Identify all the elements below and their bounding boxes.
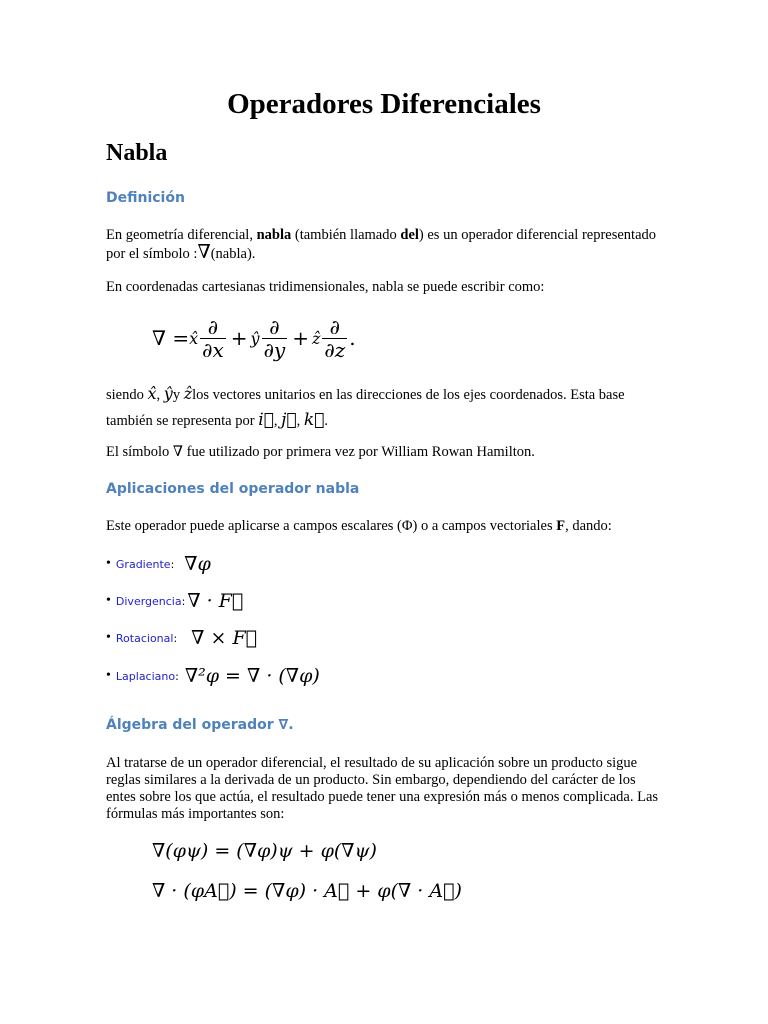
subheading-definicion: Definición — [106, 190, 185, 206]
product-rule-formula: ∇(φψ) = (∇φ)ψ + φ(∇ψ) — [152, 840, 377, 862]
plus-sign: + — [230, 326, 248, 350]
list-item-rotacional — [106, 624, 257, 652]
document-title: Operadores Diferenciales — [227, 88, 541, 120]
bullet-dot: • — [106, 630, 111, 645]
text-fragment: (también llamado — [291, 227, 401, 243]
partial-fraction-x — [200, 316, 226, 361]
bold-term-del: del — [400, 227, 419, 243]
bullet-colon: : — [175, 669, 179, 683]
unit-vector-y: ŷ — [250, 328, 260, 348]
fraction-numerator: ∂ — [322, 316, 347, 339]
nabla-cartesian-formula — [152, 310, 356, 366]
nabla-symbol: ∇ — [197, 241, 211, 263]
paragraph-cartesian: En coordenadas cartesianas tridimensionales, nabla se puede escribir como: — [106, 279, 545, 295]
text-fragment: , — [296, 413, 304, 429]
curl-formula: ∇ × F⃗ — [191, 627, 258, 649]
text-fragment: Este operador puede aplicarse a campos escalares (Φ) o a campos vectoriales — [106, 518, 557, 534]
bullet-colon: : — [173, 631, 178, 645]
bullet-label[interactable]: Divergencia — [115, 594, 182, 608]
divergence-formula: ∇ · F⃗ — [187, 590, 244, 612]
subheading-aplicaciones: Aplicaciones del operador nabla — [106, 481, 360, 497]
bullet-dot: • — [106, 668, 111, 683]
partial-fraction-z — [322, 316, 347, 361]
text-fragment: En geometría diferencial, — [106, 227, 257, 243]
bold-term-f: F — [556, 518, 566, 534]
unit-vector-x: x̂ — [147, 384, 157, 403]
paragraph-aplicaciones-intro — [106, 518, 666, 535]
fraction-denominator: ∂y — [263, 337, 286, 362]
bullet-colon: : — [170, 557, 175, 571]
list-item-gradiente — [106, 550, 211, 578]
bullet-colon: : — [181, 594, 186, 608]
formula-lhs: ∇ = — [152, 326, 190, 350]
gradient-formula: ∇φ — [184, 553, 211, 575]
paragraph-definition — [106, 227, 666, 263]
plus-sign: + — [292, 326, 309, 350]
bullet-dot: • — [106, 593, 111, 608]
section-heading-nabla: Nabla — [106, 140, 168, 166]
text-fragment: siendo — [106, 387, 148, 403]
formula-period: . — [349, 326, 356, 350]
bullet-label[interactable]: Laplaciano — [115, 669, 176, 683]
text-fragment: , dando: — [565, 518, 612, 534]
paragraph-unit-vectors — [106, 381, 666, 434]
list-item-divergencia — [106, 587, 243, 615]
text-fragment: y — [172, 387, 184, 403]
vector-j: j⃗ — [281, 410, 297, 430]
unit-vector-x: x̂ — [189, 328, 199, 348]
bullet-dot: • — [106, 556, 111, 571]
bullet-label[interactable]: Gradiente — [115, 557, 171, 571]
paragraph-algebra: Al tratarse de un operador diferencial, el resultado de su aplicación sobre un producto sigue reglas similares a la derivada de un producto. Sin embargo, dependiendo del carácter de los entes sobre los que actúa, el resultado puede tener una expresión más o menos complicada. Las fórmulas más importantes son: — [106, 755, 659, 822]
list-item-laplaciano — [106, 662, 320, 690]
text-fragment: , — [273, 413, 282, 429]
unit-vector-z: ẑ — [311, 328, 321, 348]
fraction-denominator: ∂z — [324, 337, 346, 362]
fraction-numerator: ∂ — [200, 316, 226, 339]
paragraph-hamilton: El símbolo ∇ fue utilizado por primera vez por William Rowan Hamilton. — [106, 444, 535, 460]
bullet-label[interactable]: Rotacional — [115, 631, 174, 645]
laplacian-formula: ∇²φ = ∇ · (∇φ) — [184, 665, 320, 687]
vector-k: k⃗ — [303, 410, 325, 430]
unit-vector-z: ẑ — [183, 384, 193, 403]
partial-fraction-y — [262, 316, 288, 361]
text-fragment: (nabla). — [210, 246, 256, 262]
bold-term-nabla: nabla — [256, 227, 292, 243]
fraction-numerator: ∂ — [262, 316, 288, 339]
subheading-algebra: Álgebra del operador ∇. — [106, 717, 294, 733]
unit-vector-y: ŷ — [163, 384, 173, 403]
fraction-denominator: ∂x — [202, 337, 224, 362]
vector-i: i⃗ — [258, 410, 274, 430]
text-fragment: , — [156, 387, 164, 403]
text-fragment: los vectores unitarios en las direcciones de los ejes coordenados. Esta base también se representa por — [106, 387, 625, 429]
divergence-product-formula: ∇ · (φA⃗) = (∇φ) · A⃗ + φ(∇ · A⃗) — [152, 880, 462, 902]
text-fragment: ) es un operador diferencial representado por el símbolo : — [106, 227, 657, 262]
text-fragment: . — [324, 413, 328, 429]
